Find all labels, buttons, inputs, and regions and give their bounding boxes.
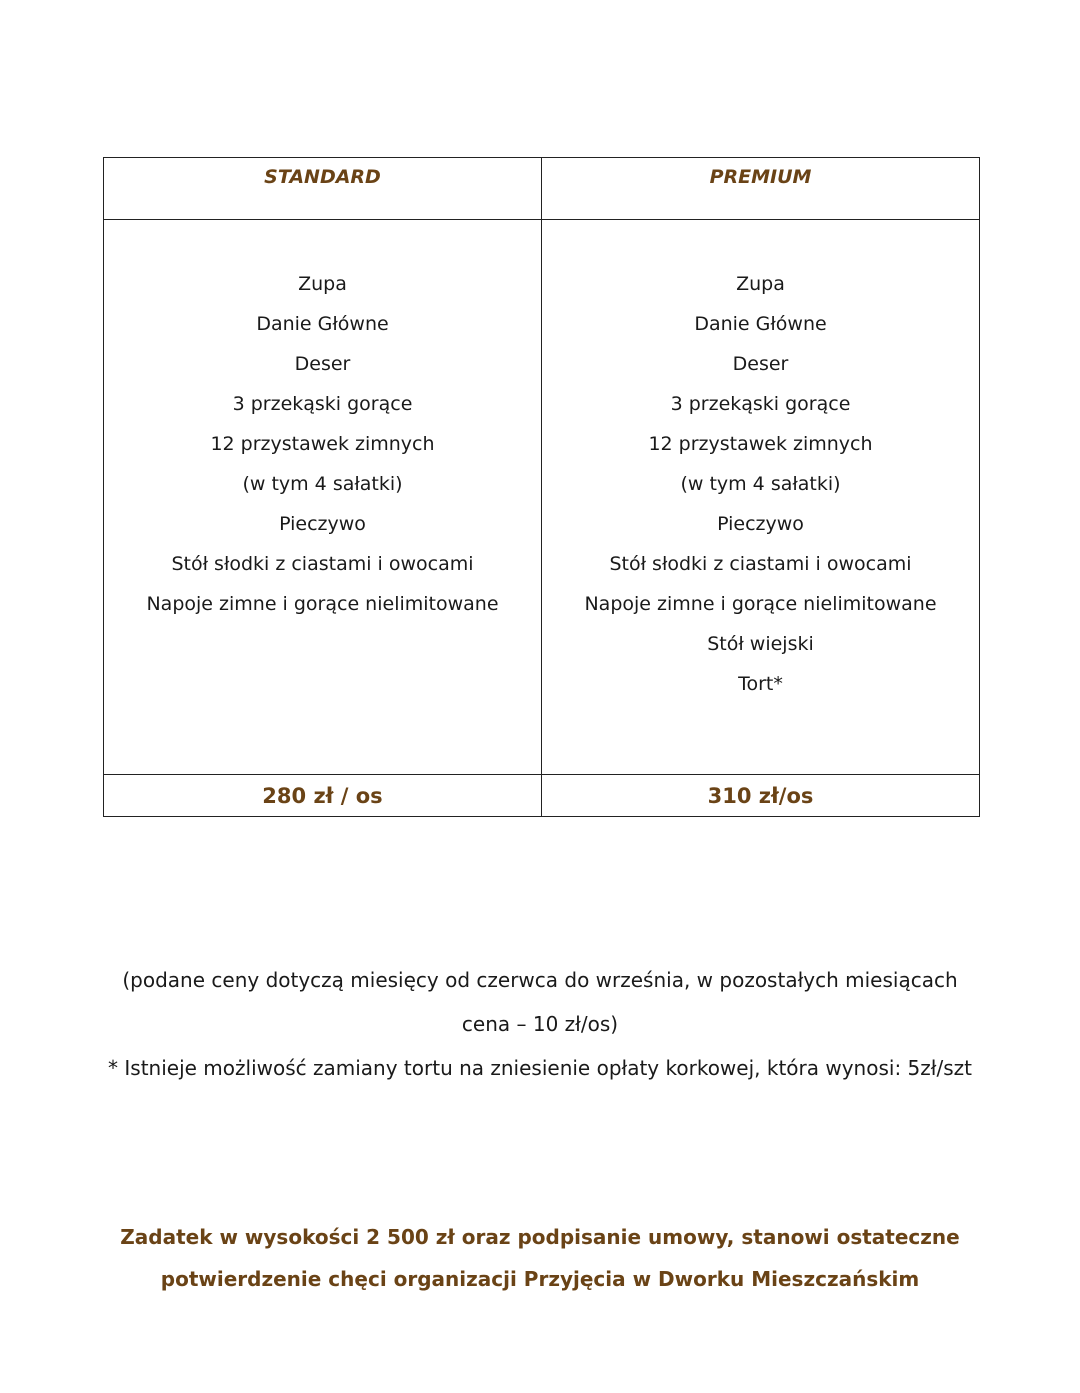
- list-item: Pieczywo: [717, 513, 804, 535]
- pricing-notes: [0, 958, 1080, 1090]
- list-item: Danie Główne: [256, 313, 389, 335]
- list-item: Danie Główne: [694, 313, 827, 335]
- cake-exchange-note: * Istnieje możliwość zamiany tortu na zniesienie opłaty korkowej, która wynosi: 5zł/szt: [108, 1056, 972, 1080]
- list-item: (w tym 4 sałatki): [242, 473, 403, 495]
- package-name-standard: STANDARD: [104, 158, 542, 220]
- price-premium: 310 zł/os: [542, 775, 980, 817]
- list-item: Stół wiejski: [707, 633, 814, 655]
- list-item: Deser: [732, 353, 789, 375]
- list-item: Stół słodki z ciastami i owocami: [609, 553, 912, 575]
- deposit-notice: [0, 1216, 1080, 1300]
- list-item: 3 przekąski gorące: [670, 393, 851, 415]
- package-comparison-table: [103, 157, 980, 817]
- list-item: Napoje zimne i gorące nielimitowane: [146, 593, 499, 615]
- list-item: Zupa: [298, 273, 347, 295]
- premium-items-cell: [542, 220, 980, 775]
- list-item: Napoje zimne i gorące nielimitowane: [584, 593, 937, 615]
- list-item: 3 przekąski gorące: [232, 393, 413, 415]
- list-item: Zupa: [736, 273, 785, 295]
- season-note-line-2: cena – 10 zł/os): [461, 1012, 619, 1036]
- list-item: Pieczywo: [279, 513, 366, 535]
- deposit-line-1: Zadatek w wysokości 2 500 zł oraz podpisanie umowy, stanowi ostateczne: [120, 1225, 960, 1249]
- standard-item-list: [104, 264, 541, 624]
- premium-item-list: [542, 264, 979, 704]
- table-price-row: [104, 775, 980, 817]
- season-note-line-1: (podane ceny dotyczą miesięcy od czerwca do września, w pozostałych miesiącach: [122, 968, 958, 992]
- package-name-premium: PREMIUM: [542, 158, 980, 220]
- table-header-row: [104, 158, 980, 220]
- price-standard: 280 zł / os: [104, 775, 542, 817]
- table-items-row: [104, 220, 980, 775]
- list-item: (w tym 4 sałatki): [680, 473, 841, 495]
- deposit-line-2: potwierdzenie chęci organizacji Przyjęcia w Dworku Mieszczańskim: [160, 1267, 920, 1291]
- standard-items-cell: [104, 220, 542, 775]
- list-item: 12 przystawek zimnych: [648, 433, 873, 455]
- list-item: Stół słodki z ciastami i owocami: [171, 553, 474, 575]
- list-item: 12 przystawek zimnych: [210, 433, 435, 455]
- list-item: Deser: [294, 353, 351, 375]
- list-item: Tort*: [738, 673, 783, 695]
